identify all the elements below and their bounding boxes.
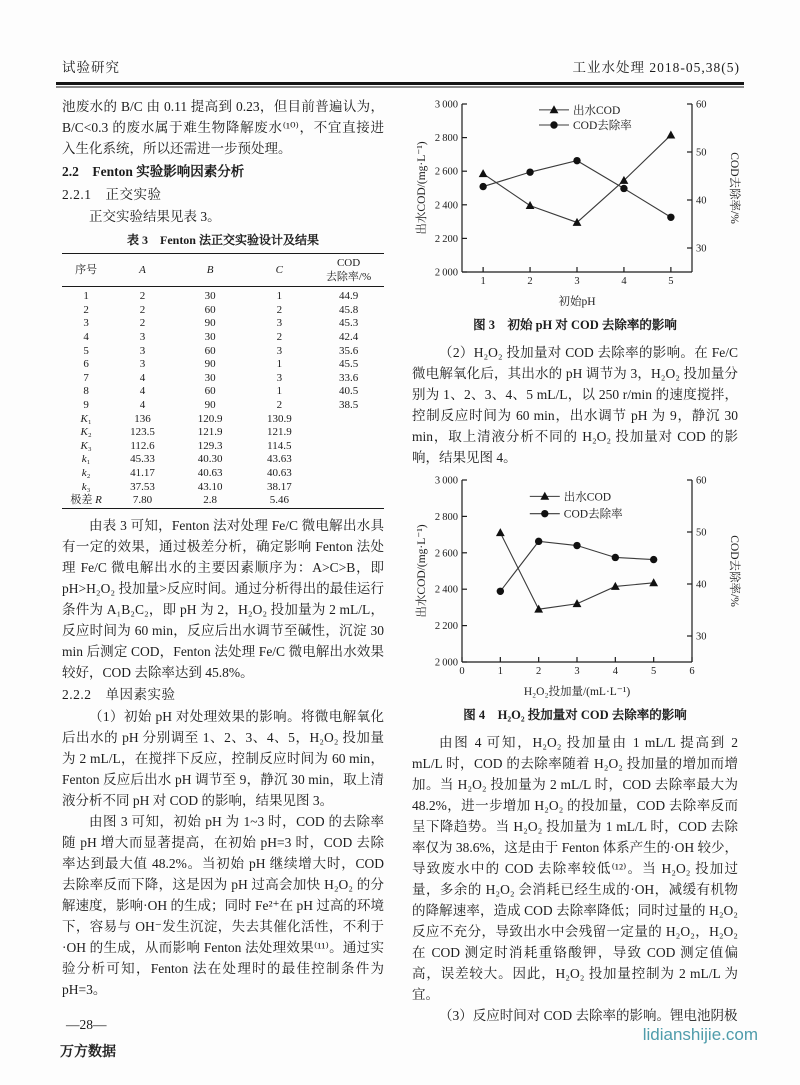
table-cell: 44.9	[338, 290, 359, 303]
journal-issue-label: 工业水处理 2018-05,38(5)	[572, 60, 740, 75]
table-cell: k₁	[81, 453, 91, 466]
table-cell: 极差 R	[70, 494, 102, 507]
svg-text:30: 30	[696, 631, 707, 643]
table-cell: K₁	[80, 412, 92, 425]
figure-3	[412, 96, 738, 336]
table-cell: 2	[139, 303, 146, 316]
table-row	[62, 426, 384, 440]
figure-4	[412, 472, 738, 726]
svg-text:2 200: 2 200	[434, 621, 458, 633]
table-cell: 3	[276, 344, 283, 357]
svg-text:0: 0	[459, 666, 465, 677]
orthogonal-experiment-table	[62, 253, 384, 509]
table-cell: 60	[204, 344, 216, 357]
table-row	[62, 372, 384, 386]
table-cell: 45.33	[130, 453, 155, 466]
table-row	[62, 304, 384, 318]
table-cell: 2	[83, 303, 89, 316]
table-cell: 123.5	[130, 426, 155, 439]
table-cell: 2	[276, 398, 283, 411]
table-header-cell: B	[175, 254, 246, 287]
table-cell: 4	[139, 385, 146, 398]
svg-text:COD去除率: COD去除率	[573, 120, 632, 132]
table-cell: 90	[204, 358, 216, 371]
table-cell: 2.8	[203, 494, 217, 507]
table-row	[62, 287, 384, 304]
table-cell: 37.53	[130, 480, 155, 493]
table-header-cell: A	[110, 254, 174, 287]
table-cell	[313, 426, 384, 440]
svg-text:2 600: 2 600	[434, 166, 458, 178]
body-paragraph: 由图 4 可知，H₂O₂ 投加量由 1 mL/L 提高到 2 mL/L 时，COD 的去除率随着 H₂O₂ 投加量的增加而增加。当 H₂O₂ 投加量为 2 mL/L 时，COD 去除率最大为 48.2%，进一步增加 H₂O₂ 的投加量，COD 去除率反而呈下降趋势。当 H₂O₂ 投加量为 1 mL/L 时，COD 去除率仅为 38.6%，这是由于 Fenton 体系产生的·OH 较少，导致废水中的 COD 去除率较低⁽¹²⁾。当 H₂O₂ 投加过量，多余的 H₂O₂ 会消耗已经生成的·OH，减缓有机物的降解速率，造成 COD 去除率降低；同时过量的 H₂O₂ 反应不充分，导致出水中会残留一定量的 H₂O₂，H₂O₂ 在 COD 测定时消耗重铬酸钾，导致 COD 测定值偏高，误差较大。因此，H₂O₂ 投加量控制为 2 mL/L 为宜。	[412, 735, 738, 1002]
table-cell: 45.3	[338, 317, 359, 330]
figure4-line-chart	[412, 472, 738, 698]
table-cell: 6	[83, 358, 89, 371]
section-heading-2-2-1: 2.2.1 正交实验	[62, 187, 162, 202]
table-row	[62, 494, 384, 508]
table-cell: 30	[204, 330, 216, 343]
table-cell: 1	[276, 358, 283, 371]
svg-text:出水COD: 出水COD	[573, 104, 621, 117]
svg-text:50: 50	[696, 527, 707, 539]
table-cell: k₃	[81, 480, 91, 493]
table-cell: 4	[139, 398, 146, 411]
svg-text:COD去除率/%: COD去除率/%	[728, 535, 740, 607]
table-cell: 4	[139, 371, 146, 384]
svg-text:2 000: 2 000	[434, 267, 458, 279]
table-cell: 1	[276, 290, 283, 303]
table-row	[62, 399, 384, 413]
svg-text:3: 3	[574, 276, 580, 287]
table-cell: 114.5	[267, 439, 292, 452]
table-cell: 40.5	[338, 385, 359, 398]
svg-text:50: 50	[696, 147, 707, 159]
table-cell: 2	[276, 303, 283, 316]
svg-text:2 400: 2 400	[434, 584, 458, 596]
svg-text:出水COD/(mg·L⁻¹): 出水COD/(mg·L⁻¹)	[416, 524, 428, 618]
svg-text:4: 4	[621, 276, 627, 287]
svg-text:40: 40	[696, 195, 707, 207]
svg-text:3 000: 3 000	[434, 475, 458, 487]
table-cell: 1	[276, 385, 283, 398]
table-cell: 38.17	[266, 480, 292, 493]
table-cell: 7	[83, 371, 89, 384]
body-paragraph: 正交实验结果见表 3。	[89, 209, 221, 224]
table-cell: 121.9	[266, 426, 292, 439]
figure3-caption: 图 3 初始 pH 对 COD 去除率的影响	[473, 318, 677, 332]
section-heading-2-2: 2.2 Fenton 实验影响因素分析	[62, 164, 245, 179]
table-cell: 3	[276, 371, 283, 384]
table-header-cell: COD 去除率/%	[313, 254, 384, 287]
table-cell: 45.5	[338, 358, 359, 371]
table-cell: 90	[204, 317, 216, 330]
table-row	[62, 467, 384, 481]
two-column-body	[0, 88, 800, 1026]
table-cell: 136	[134, 412, 151, 425]
table-cell: 120.9	[197, 412, 223, 425]
table-row	[62, 345, 384, 359]
body-paragraph: 由表 3 可知，Fenton 法对处理 Fe/C 微电解出水具有一定的效果，通过极差分析，确定影响 Fenton 法处理 Fe/C 微电解出水的主要因素顺序为：A>C>B，即 pH>H₂O₂ 投加量>反应时间。通过分析得出的最佳运行条件为 A₁B₂C₂，即 pH 为 2，H₂O₂ 投加量为 2 mL/L，反应时间为 60 min，反应后出水调节至碱性，沉淀 30 min 后测定 COD，Fenton 法处理 Fe/C 微电解出水效果较好，COD 去除率达到 45.8%。	[62, 517, 384, 680]
svg-text:COD去除率: COD去除率	[563, 508, 623, 521]
svg-text:2 200: 2 200	[434, 233, 458, 245]
table-cell: 35.6	[338, 344, 359, 357]
table-cell: 33.6	[338, 371, 359, 384]
table-cell	[313, 413, 384, 427]
figure3-line-chart	[412, 96, 738, 308]
svg-text:2 800: 2 800	[434, 133, 458, 145]
table-cell: 45.8	[338, 303, 359, 316]
body-paragraph: （3）反应时间对 COD 去除率的影响。锂电池阴极	[439, 1008, 738, 1023]
table-cell: 40.30	[197, 453, 223, 466]
table-row	[62, 331, 384, 345]
section-heading-2-2-2: 2.2.2 单因素实验	[62, 686, 176, 702]
page-number: —28—	[66, 1017, 107, 1032]
svg-text:2: 2	[536, 666, 542, 677]
table-cell: 43.63	[266, 453, 292, 466]
svg-text:3: 3	[574, 666, 580, 677]
table-row	[62, 440, 384, 454]
svg-text:2 600: 2 600	[434, 548, 458, 560]
body-paragraph: （1）初始 pH 对处理效果的影响。将微电解氧化后出水的 pH 分别调至 1、2、3、4、5，H₂O₂ 投加量为 2 mL/L，在搅拌下反应，控制反应时间为 60 min，Fenton 反应后出水 pH 调节至 9，静沉 30 min，取上清液分析不同 pH 对 COD 的影响，结果见图 3。	[62, 708, 384, 808]
table-row	[62, 358, 384, 372]
table-cell: 5.46	[269, 494, 289, 507]
svg-text:40: 40	[696, 579, 707, 591]
svg-text:H₂O₂投加量/(mL·L⁻¹): H₂O₂投加量/(mL·L⁻¹)	[523, 686, 631, 698]
table-cell	[313, 440, 384, 454]
svg-text:出水COD/(mg·L⁻¹): 出水COD/(mg·L⁻¹)	[416, 141, 428, 235]
table-header-row	[62, 254, 384, 287]
body-paragraph: 由图 3 可知，初始 pH 为 1~3 时，COD 的去除率随 pH 增大而显著提高，在初始 pH=3 时，COD 去除率达到最大值 48.2%。当初始 pH 继续增大时，COD 去除率反而下降，这是因为 pH 过高会加快 H₂O₂ 的分解速度，影响·OH 的生成；同时 Fe²⁺在 pH 过高的环境下，容易与 OH⁻发生沉淀，失去其催化活性，不利于·OH 的生成，从而影响 Fenton 法处理效果⁽¹¹⁾。通过实验分析可知，Fenton 法在处理时的最佳控制条件为 pH=3。	[62, 813, 384, 997]
svg-text:60: 60	[696, 99, 707, 111]
table-cell: 3	[139, 330, 146, 343]
right-column	[412, 96, 738, 1026]
table-header-cell: 序号	[62, 254, 110, 287]
body-paragraph: 池废水的 B/C 由 0.11 提高到 0.23，但目前普遍认为，B/C<0.3 的废水属于难生物降解废水⁽¹⁰⁾，不宜直接进入生化系统，所以还需进一步预处理。	[62, 99, 384, 156]
left-column	[62, 96, 384, 1026]
table-cell: 7.80	[132, 494, 153, 507]
svg-text:出水COD: 出水COD	[563, 491, 612, 504]
table-cell	[313, 494, 384, 508]
table-cell: 5	[83, 344, 89, 357]
table-row	[62, 481, 384, 495]
table-cell	[313, 481, 384, 495]
svg-text:60: 60	[696, 475, 707, 487]
table-cell: 1	[83, 290, 89, 303]
table-cell: 30	[204, 290, 216, 303]
table-cell: K₂	[80, 426, 92, 439]
svg-text:初始pH: 初始pH	[558, 296, 596, 308]
table-body	[62, 287, 384, 509]
table-cell: 30	[204, 371, 216, 384]
table-cell: K₃	[80, 439, 92, 452]
table-cell: 40.63	[197, 466, 223, 479]
table-cell: 3	[83, 317, 89, 330]
table-cell: 3	[276, 317, 283, 330]
table-cell: 38.5	[338, 398, 359, 411]
wanfang-watermark: 万方数据	[60, 1045, 116, 1060]
figure4-caption: 图 4 H₂O₂ 投加量对 COD 去除率的影响	[463, 708, 687, 722]
table-cell: 3	[139, 358, 146, 371]
table-cell: 2	[139, 290, 146, 303]
page-footer	[0, 1015, 800, 1085]
table-cell	[313, 453, 384, 467]
table-cell	[313, 467, 384, 481]
svg-text:5: 5	[651, 666, 657, 677]
table-cell: 121.9	[197, 426, 223, 439]
svg-text:3 000: 3 000	[434, 99, 458, 111]
svg-text:2 400: 2 400	[434, 200, 458, 212]
table-cell: 2	[276, 330, 283, 343]
svg-text:4: 4	[612, 666, 618, 677]
table-cell: 130.9	[266, 412, 292, 425]
table-cell: 42.4	[338, 330, 359, 343]
table-row	[62, 317, 384, 331]
table-cell: 41.17	[130, 466, 155, 479]
table-row	[62, 413, 384, 427]
column-section-label: 试验研究	[62, 60, 120, 75]
table-cell: 2	[139, 317, 146, 330]
table-cell: 129.3	[197, 439, 223, 452]
svg-text:2 800: 2 800	[434, 511, 458, 523]
table-cell: 9	[83, 398, 89, 411]
svg-text:1: 1	[480, 276, 486, 287]
table-cell: 4	[83, 330, 89, 343]
svg-text:COD去除率/%: COD去除率/%	[728, 152, 740, 224]
table-row	[62, 453, 384, 467]
svg-text:2 000: 2 000	[434, 657, 458, 669]
table-cell: 3	[139, 344, 146, 357]
table-header-cell: C	[246, 254, 314, 287]
svg-text:2: 2	[527, 276, 533, 287]
table-cell: 112.6	[130, 439, 155, 452]
table-cell: 60	[204, 385, 216, 398]
table3-caption: 表 3 Fenton 法正交实验设计及结果	[126, 233, 319, 247]
svg-text:30: 30	[696, 243, 707, 255]
svg-text:1: 1	[497, 666, 503, 677]
table-cell: 60	[204, 303, 216, 316]
page-header	[0, 0, 800, 82]
table-cell: 8	[83, 385, 89, 398]
svg-text:5: 5	[668, 276, 674, 287]
table-cell: 43.10	[197, 480, 223, 493]
body-paragraph: （2）H₂O₂ 投加量对 COD 去除率的影响。在 Fe/C 微电解氧化后，其出水的 pH 调节为 3，H₂O₂ 投加量分别为 1、2、3、4、5 mL/L，以 250 r/min 的速度搅拌，控制反应时间为 60 min，出水调节 pH 为 9，静沉 30 min，取上清液分析不同的 H₂O₂ 投加量对 COD 的影响，结果见图 4。	[412, 345, 738, 465]
table-cell: k₂	[81, 466, 91, 479]
table-row	[62, 385, 384, 399]
table-cell: 90	[204, 398, 216, 411]
site-watermark: lidianshijie.com	[642, 1025, 758, 1044]
svg-text:6: 6	[689, 666, 695, 677]
table-cell: 40.63	[266, 466, 292, 479]
